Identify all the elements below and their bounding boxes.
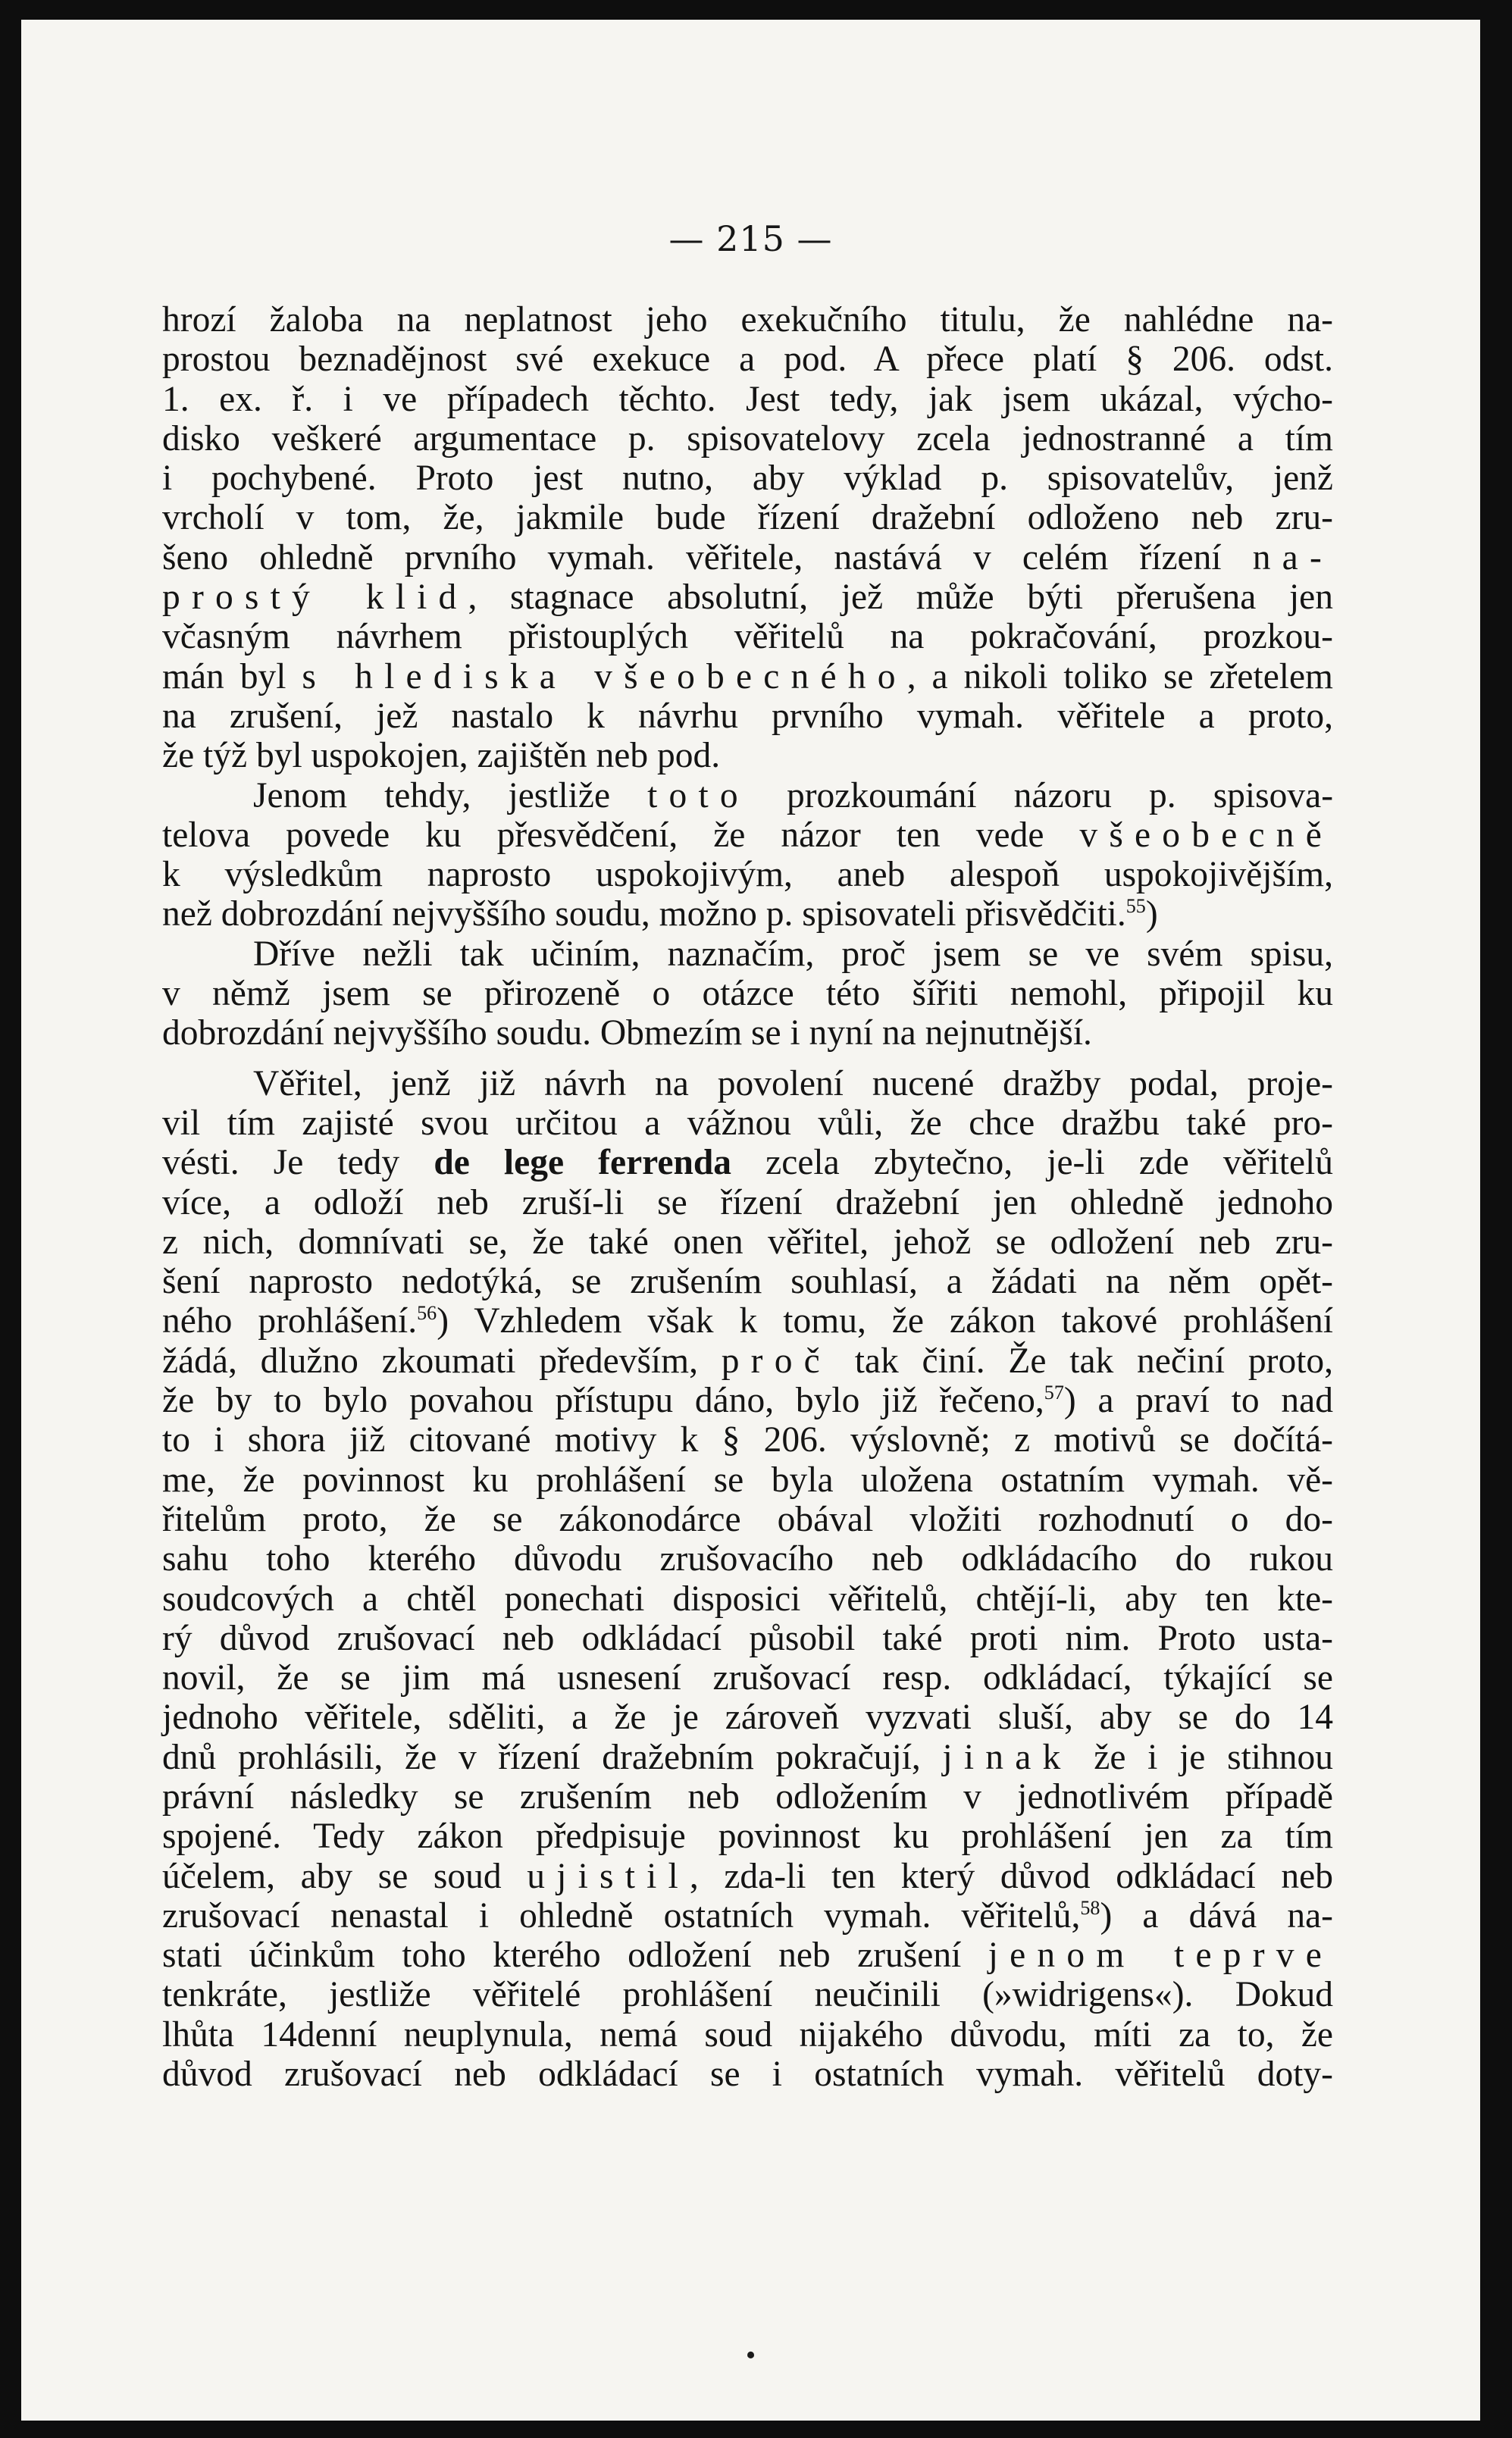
text-line (162, 1381, 1333, 1420)
text-line: tenkráte, jestliže věřitelé prohlášení neučinili (»widrigens«). Dokud (162, 1975, 1333, 2015)
text-line: me, že povinnost ku prohlášení se byla uložena ostatním vymah. vě- (162, 1460, 1333, 1500)
text-run: prozkoumání názoru p. spisova- (786, 775, 1334, 815)
body-text (162, 300, 1333, 2094)
footer-dot-mark: • (745, 2339, 756, 2371)
spaced-emphasis: jinak (942, 1737, 1072, 1777)
text-line (162, 894, 1333, 934)
text-line: spojené. Tedy zákon předpisuje povinnost ku prohlášení jen za tím (162, 1817, 1333, 1857)
text-line (162, 776, 1333, 815)
text-line: důvod zrušovací neb odkládací se i ostatních vymah. věřitelů doty- (162, 2055, 1333, 2095)
spaced-emphasis: prostý klid (162, 577, 468, 618)
text-line: rý důvod zrušovací neb odkládací působil také proti nim. Proto usta- (162, 1618, 1333, 1658)
text-line (162, 1143, 1333, 1182)
text-run: že i je stihnou (1094, 1737, 1334, 1777)
text-line: to i shora již citované motivy k § 206. výslovně; z motivů se dočítá- (162, 1420, 1333, 1460)
spaced-emphasis: jenom teprve (988, 1936, 1333, 1976)
text-line: vil tím zajisté svou určitou a vážnou vůli, že chce dražbu také pro- (162, 1103, 1333, 1143)
text-run: mán byl (162, 656, 286, 696)
text-line (162, 657, 1333, 696)
spaced-emphasis: na- (1252, 537, 1333, 577)
text-run: šeno ohledně prvního vymah. věřitele, nastává v celém řízení (162, 537, 1222, 577)
text-run: , zda-li ten který důvod odkládací neb (689, 1856, 1334, 1896)
spaced-emphasis: ujistil (527, 1856, 690, 1896)
bold-emphasis: de lege ferrenda (434, 1143, 732, 1183)
text-line: včasným návrhem přistouplých věřitelů na pokračování, prozkou- (162, 617, 1333, 657)
text-line (162, 577, 1333, 617)
text-run: účelem, aby se soud (162, 1856, 502, 1896)
text-run: , stagnace absolutní, jež může býti přerušena jen (468, 577, 1333, 618)
text-line: k výsledkům naprosto uspokojivým, aneb alespoň uspokojivějším, (162, 855, 1333, 895)
text-line: prostou beznadějnost své exekuce a pod. A přece platí § 206. odst. (162, 340, 1333, 380)
text-line: řitelům proto, že se zákonodárce obával vložiti rozhodnutí o do- (162, 1499, 1333, 1539)
text-run: vésti. Je tedy (162, 1143, 400, 1183)
text-line (162, 1341, 1333, 1381)
page-sheet (21, 20, 1480, 2421)
paragraph-1 (162, 300, 1333, 776)
footnote-ref-58: 58 (1080, 1897, 1100, 1920)
footnote-ref-56: 56 (417, 1302, 437, 1325)
text-run: telova povede ku přesvědčení, že názor ten vede (162, 815, 1044, 855)
text-line (162, 1738, 1333, 1777)
text-run: zcela zbytečno, je-li zde věřitelů (765, 1143, 1333, 1183)
page-number-header: — 215 — (668, 218, 833, 259)
text-line: lhůta 14denní neuplynula, nemá soud nijakého důvodu, míti za to, že (162, 2014, 1333, 2055)
text-run: ) a praví to nad (1063, 1381, 1333, 1421)
paragraph-4 (162, 1064, 1333, 2095)
text-line: novil, že se jim má usnesení zrušovací resp. odkládací, týkající se (162, 1658, 1333, 1698)
text-run: ného prohlášení. (162, 1301, 418, 1341)
footnote-ref-57: 57 (1044, 1382, 1064, 1404)
spaced-emphasis: toto (647, 775, 750, 815)
paragraph-gap (162, 1053, 1333, 1064)
paragraph-2 (162, 776, 1333, 934)
text-line: na zrušení, jež nastalo k návrhu prvního vymah. věřitele a proto, (162, 696, 1333, 736)
text-line (162, 1857, 1333, 1896)
text-run: než dobrozdání nejvyššího soudu, možno p. spisovateli přisvědčiti. (162, 894, 1126, 934)
text-line: 1. ex. ř. i ve případech těchto. Jest tedy, jak jsem ukázal, výcho- (162, 379, 1333, 419)
text-line: dobrozdání nejvyššího soudu. Obmezím se i nyní na nejnutnější. (162, 1013, 1092, 1053)
text-run: tak činí. Že tak nečiní proto, (854, 1341, 1334, 1381)
spaced-emphasis: proč (721, 1341, 831, 1381)
text-line: Dříve nežli tak učiním, naznačím, proč jsem se ve svém spisu, (253, 934, 1333, 974)
text-line: Věřitel, jenž již návrh na povolení nucené dražby podal, proje- (253, 1063, 1333, 1103)
text-line: právní následky se zrušením neb odložením v jednotlivém případě (162, 1776, 1333, 1817)
text-run: zrušovací nenastal i ohledně ostatních vymah. věřitelů, (162, 1895, 1081, 1936)
text-line: soudcových a chtěl ponechati disposici věřitelů, chtějí-li, aby ten kte- (162, 1579, 1333, 1619)
text-run: Jenom tehdy, jestliže (253, 775, 611, 815)
spaced-emphasis: s hlediska všeobecného (302, 656, 907, 696)
text-run: stati účinkům toho kterého odložení neb zrušení (162, 1936, 962, 1976)
text-line: i pochybené. Proto jest nutno, aby výklad p. spisovatelův, jenž (162, 458, 1333, 499)
text-run: žádá, dlužno zkoumati především, (162, 1341, 698, 1381)
text-line (162, 1301, 1333, 1341)
text-line (162, 1936, 1333, 1975)
text-line: sahu toho kterého důvodu zrušovacího neb odkládacího do rukou (162, 1539, 1333, 1579)
footnote-ref-55: 55 (1125, 895, 1146, 918)
text-run: že by to bylo povahou přístupu dáno, bylo již řečeno, (162, 1381, 1044, 1421)
text-line (162, 815, 1333, 855)
text-line: že týž byl uspokojen, zajištěn neb pod. (162, 736, 721, 776)
text-line: jednoho věřitele, sděliti, a že je zároveň vyzvati sluší, aby se do 14 (162, 1698, 1333, 1738)
text-line: šení naprosto nedotýká, se zrušením souhlasí, a žádati na něm opět- (162, 1262, 1333, 1302)
text-run: ) (1145, 894, 1158, 934)
text-line: v němž jsem se přirozeně o otázce této šířiti nemohl, připojil ku (162, 974, 1333, 1014)
text-line (162, 538, 1333, 577)
text-line (162, 1896, 1333, 1936)
text-run: , a nikoli toliko se zřetelem (906, 656, 1334, 696)
text-run: dnů prohlásili, že v řízení dražebním pokračují, (162, 1737, 921, 1777)
text-line: disko veškeré argumentace p. spisovatelovy zcela jednostranné a tím (162, 418, 1333, 458)
text-line: z nich, domnívati se, že také onen věřitel, jehož se odložení neb zru- (162, 1222, 1333, 1262)
text-line: více, a odloží neb zruší-li se řízení dražební jen ohledně jednoho (162, 1182, 1333, 1222)
text-run: ) Vzhledem však k tomu, že zákon takové prohlášení (437, 1301, 1333, 1341)
text-line: vrcholí v tom, že, jakmile bude řízení dražební odloženo neb zru- (162, 498, 1333, 538)
paragraph-3 (162, 934, 1333, 1053)
spaced-emphasis: všeobecně (1079, 815, 1333, 855)
text-line: hrozí žaloba na neplatnost jeho exekučního titulu, že nahlédne na- (162, 300, 1333, 340)
text-run: ) a dává na- (1100, 1895, 1333, 1936)
